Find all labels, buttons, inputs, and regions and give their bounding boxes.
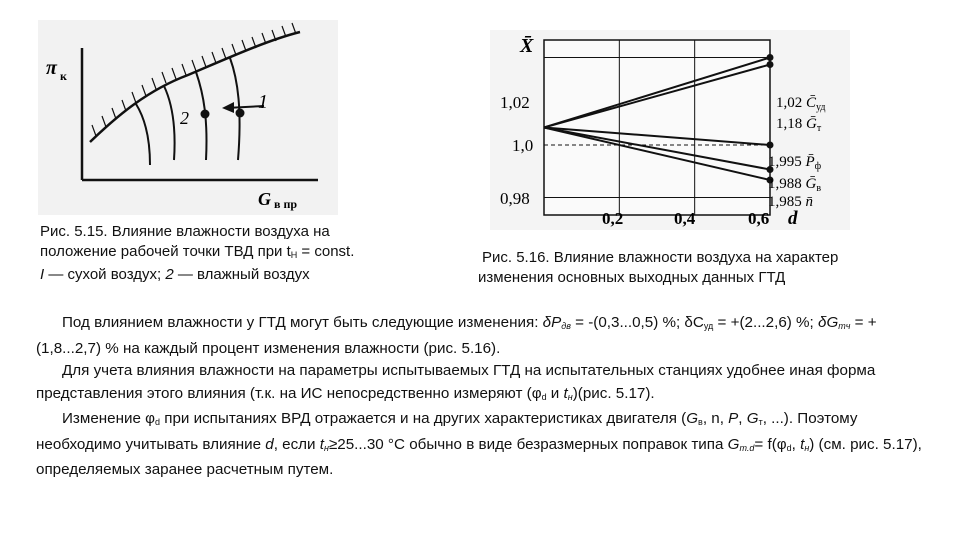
svg-text:1,985 n̄ bbox=[768, 194, 813, 210]
y-axis-label: X̄ bbox=[520, 35, 534, 57]
caption-fig-5-15 bbox=[40, 222, 440, 285]
x-tick-0-2: 0,2 bbox=[602, 209, 624, 228]
paragraph-3: Изменение $\varphi_d$ при испытаниях ВРД отражается и на других характеристиках двигателя ($G_в$, n, P, $G_т$, ...). Поэтому необходимо учитывать влияние d, если $t_н\ge 25...30$ °С обычно в виде безразмерных поправок типа $G_{т.d}= f(\varphi_d$, $t_н$) (см. рис. 5.17), определяемых заранее расчетным путем. bbox=[36, 410, 922, 478]
svg-text:1,995 P̄ф bbox=[768, 154, 822, 172]
label-param-cud: C̄ bbox=[806, 95, 817, 111]
x-tick-0-4: 0,4 bbox=[674, 209, 696, 228]
working-point-2 bbox=[201, 110, 210, 119]
caption-516-line2: изменения основных выходных данных ГТД bbox=[478, 269, 786, 286]
figure-5-16 bbox=[490, 30, 850, 230]
label-sub-gv: в bbox=[816, 183, 822, 194]
plot-frame bbox=[544, 40, 770, 215]
svg-text:1,988 Ḡв bbox=[768, 176, 821, 194]
caption-515-line3: I — сухой воздух; 2 — влажный воздух bbox=[40, 266, 310, 283]
paragraph-2: Для учета влияния влажности на параметры испытываемых ГТД на испытательных станциях удобнее иная форма представления этого влияния (т.к. на ИС непосредственно измеряют ($\varphi_d$ и $t_н)(рис$. 5.17). bbox=[36, 362, 876, 402]
y-tick-1-02: 1,02 bbox=[500, 93, 530, 112]
caption-516-line1: Рис. 5.16. Влияние влажности воздуха на характер bbox=[482, 249, 839, 266]
caption-fig-5-16 bbox=[478, 248, 928, 288]
label-value-gt: 1,18 bbox=[776, 116, 803, 132]
point-label-2: 2 bbox=[180, 108, 189, 128]
caption-515-line2: положение рабочей точки ТВД при $t_Н$ = const. bbox=[40, 243, 355, 260]
caption-515-line1: Рис. 5.15. Влияние влажности воздуха на bbox=[40, 223, 330, 240]
paragraph-1: Под влиянием влажности у ГТД могут быть следующие изменения: $\delta P_{дв} = -(0,3...0,5)$ %; $\delta C_{уд} = +(2...2,6)$ %; $\delta G_{тч} = +(1,8...2,7)$ % на каждый процент изменения влажности (рис. 5.16). bbox=[36, 314, 877, 357]
label-param-gv: Ḡ bbox=[805, 176, 817, 192]
x-axis-label: G bbox=[258, 189, 271, 209]
label-sub-gt: т bbox=[816, 123, 822, 134]
point-label-1: 1 bbox=[258, 91, 268, 113]
label-value-gv: 1,988 bbox=[768, 176, 802, 192]
series-end-point-0 bbox=[767, 54, 774, 61]
label-value-cud: 1,02 bbox=[776, 95, 803, 111]
figure-5-15 bbox=[38, 20, 338, 215]
label-sub-cud: уд bbox=[816, 102, 826, 113]
series-end-point-1 bbox=[767, 61, 774, 68]
working-point-1 bbox=[236, 109, 245, 118]
label-param-pf: P̄ bbox=[805, 154, 815, 170]
y-axis-sub: к bbox=[60, 69, 67, 83]
y-tick-0-98: 0,98 bbox=[500, 189, 530, 208]
y-axis-label: π bbox=[46, 57, 57, 79]
x-axis-sub: в пр bbox=[274, 197, 298, 211]
label-sub-pf: ф bbox=[814, 161, 822, 172]
label-value-n: 1,985 bbox=[768, 194, 802, 210]
y-tick-1-0: 1,0 bbox=[512, 136, 534, 155]
x-tick-0-6: 0,6 bbox=[748, 209, 770, 228]
svg-text:1,18 Ḡт bbox=[776, 116, 822, 134]
label-param-gt: Ḡ bbox=[806, 116, 817, 132]
label-param-n: n̄ bbox=[805, 194, 813, 210]
body-text bbox=[36, 312, 926, 482]
x-axis-label: d bbox=[788, 208, 798, 229]
label-value-pf: 1,995 bbox=[768, 154, 802, 170]
